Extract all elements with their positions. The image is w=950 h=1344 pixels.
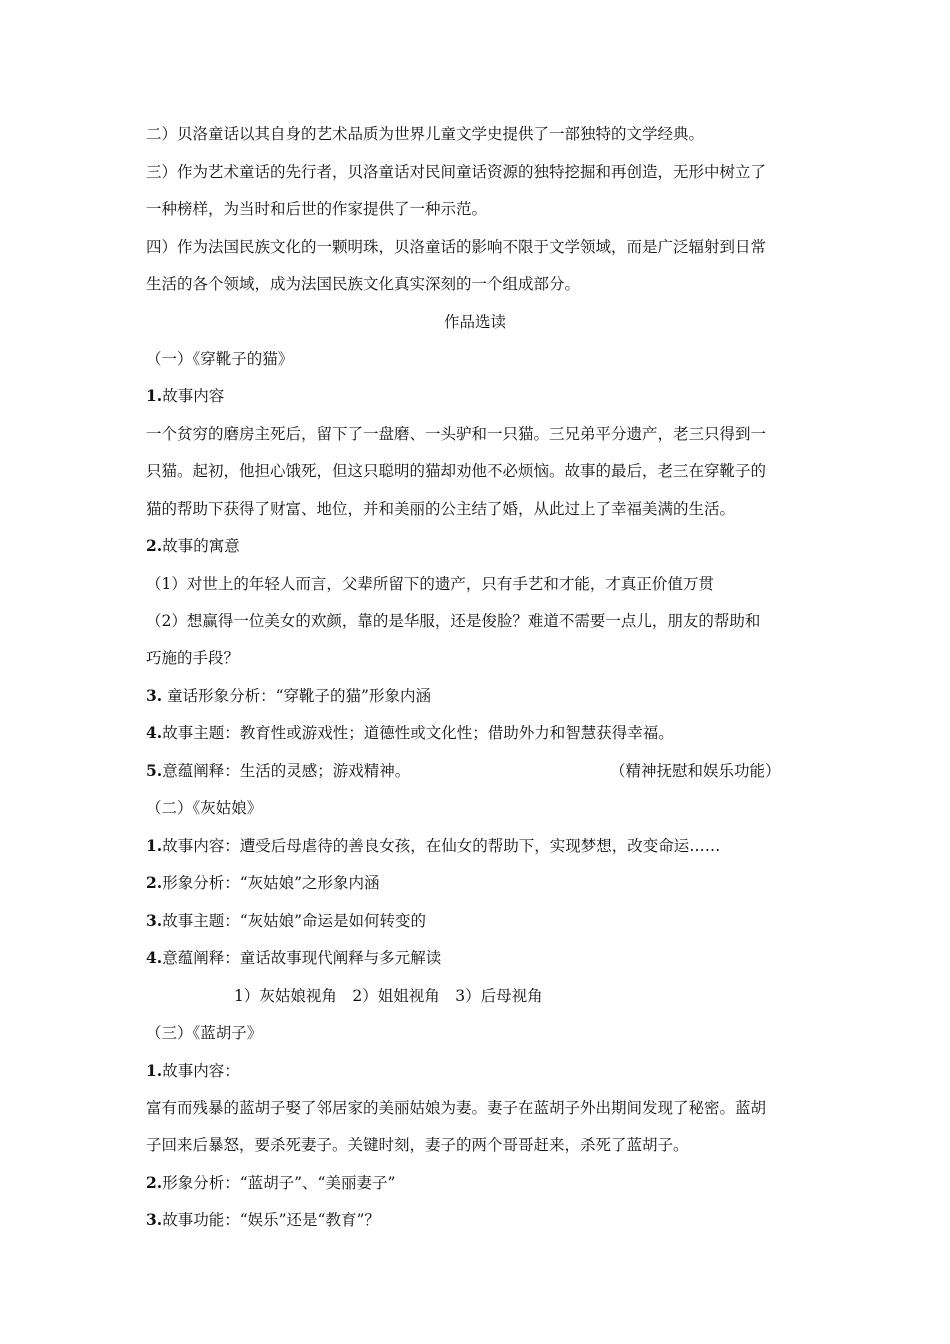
work-2-heading-4 [146, 948, 441, 968]
heading-text: 故事内容： [162, 1062, 240, 1080]
heading-number: 1. [146, 1061, 163, 1080]
work-1-content-line-1: 一个贫穷的磨房主死后，留下了一盘磨、一头驴和一只猫。三兄弟平分遗产，老三只得到一 [146, 425, 767, 443]
work-2-heading-1 [146, 836, 720, 856]
heading-number: 2. [146, 536, 163, 555]
heading-text: 形象分析：“蓝胡子”、“美丽妻子” [162, 1174, 396, 1192]
heading-number: 3. [146, 686, 163, 705]
work-3-title: （三）《蓝胡子》 [146, 1024, 263, 1042]
work-1-heading-1 [146, 386, 224, 406]
heading-number: 5. [146, 761, 163, 780]
work-1-heading-2 [146, 536, 240, 556]
work-1-heading-5 [146, 761, 806, 781]
work-1-title: （一）《穿靴子的猫》 [146, 350, 294, 368]
work-1-heading-3 [146, 686, 431, 706]
work-1-content-line-2: 只猫。起初，他担心饿死，但这只聪明的猫却劝他不必烦恼。故事的最后，老三在穿靴子的 [146, 462, 767, 480]
intro-paragraph-3-line-1: 三）作为艺术童话的先行者，贝洛童话对民间童话资源的独特挖掘和再创造，无形中树立了 [146, 163, 767, 181]
heading-text: 故事主题：“灰姑娘”命运是如何转变的 [162, 912, 427, 930]
work-1-meaning-1: （1）对世上的年轻人而言，父辈所留下的遗产，只有手艺和才能，才真正价值万贯 [146, 575, 714, 593]
heading-note: （精神抚慰和娱乐功能） [610, 762, 781, 780]
work-2-heading-2 [146, 873, 380, 893]
section-title: 作品选读 [443, 313, 506, 331]
heading-text: 故事的寓意 [162, 537, 240, 555]
work-1-heading-4 [146, 723, 674, 743]
heading-text: 意蕴阐释：童话故事现代阐释与多元解读 [162, 949, 442, 967]
heading-number: 4. [146, 948, 163, 967]
work-1-meaning-2-line-1: （2）想赢得一位美女的欢颜，靠的是华服，还是俊脸？难道不需要一点儿，朋友的帮助和 [146, 612, 761, 630]
work-2-title: （二）《灰姑娘》 [146, 799, 263, 817]
heading-number: 1. [146, 386, 163, 405]
heading-text: 形象分析：“灰姑娘”之形象内涵 [162, 874, 380, 892]
work-2-heading-3 [146, 911, 426, 931]
work-1-content-line-3: 猫的帮助下获得了财富、地位，并和美丽的公主结了婚，从此过上了幸福美满的生活。 [146, 500, 736, 518]
heading-number: 3. [146, 911, 163, 930]
work-3-heading-1 [146, 1061, 240, 1081]
heading-text: 故事主题：教育性或游戏性；道德性或文化性；借助外力和智慧获得幸福。 [162, 724, 674, 742]
heading-text: 意蕴阐释：生活的灵感；游戏精神。 [162, 762, 411, 780]
heading-text: 童话形象分析：“穿靴子的猫”形象内涵 [162, 687, 431, 705]
work-3-heading-2 [146, 1173, 395, 1193]
heading-text: 故事功能：“娱乐”还是“教育”？ [162, 1211, 380, 1229]
heading-number: 2. [146, 873, 163, 892]
intro-paragraph-3-line-2: 一种榜样，为当时和后世的作家提供了一种示范。 [146, 200, 488, 218]
work-3-heading-3 [146, 1210, 380, 1230]
heading-number: 4. [146, 723, 163, 742]
work-2-perspectives: 1）灰姑娘视角 2）姐姐视角 3）后母视角 [234, 987, 543, 1005]
intro-paragraph-4-line-1: 四）作为法国民族文化的一颗明珠，贝洛童话的影响不限于文学领域，而是广泛辐射到日常 [146, 238, 767, 256]
heading-text: 故事内容 [162, 387, 225, 405]
intro-paragraph-4-line-2: 生活的各个领域，成为法国民族文化真实深刻的一个组成部分。 [146, 275, 581, 293]
work-3-content-line-1: 富有而残暴的蓝胡子娶了邻居家的美丽姑娘为妻。妻子在蓝胡子外出期间发现了秘密。蓝胡 [146, 1099, 767, 1117]
heading-text: 故事内容：遭受后母虐待的善良女孩，在仙女的帮助下，实现梦想，改变命运…… [162, 837, 721, 855]
intro-paragraph-2: 二）贝洛童话以其自身的艺术品质为世界儿童文学史提供了一部独特的文学经典。 [146, 125, 705, 143]
work-3-content-line-2: 子回来后暴怒，要杀死妻子。关键时刻，妻子的两个哥哥赶来，杀死了蓝胡子。 [146, 1136, 689, 1154]
heading-number: 3. [146, 1210, 163, 1229]
work-1-meaning-2-line-2: 巧施的手段？ [146, 649, 240, 667]
heading-number: 2. [146, 1173, 163, 1192]
heading-number: 1. [146, 836, 163, 855]
